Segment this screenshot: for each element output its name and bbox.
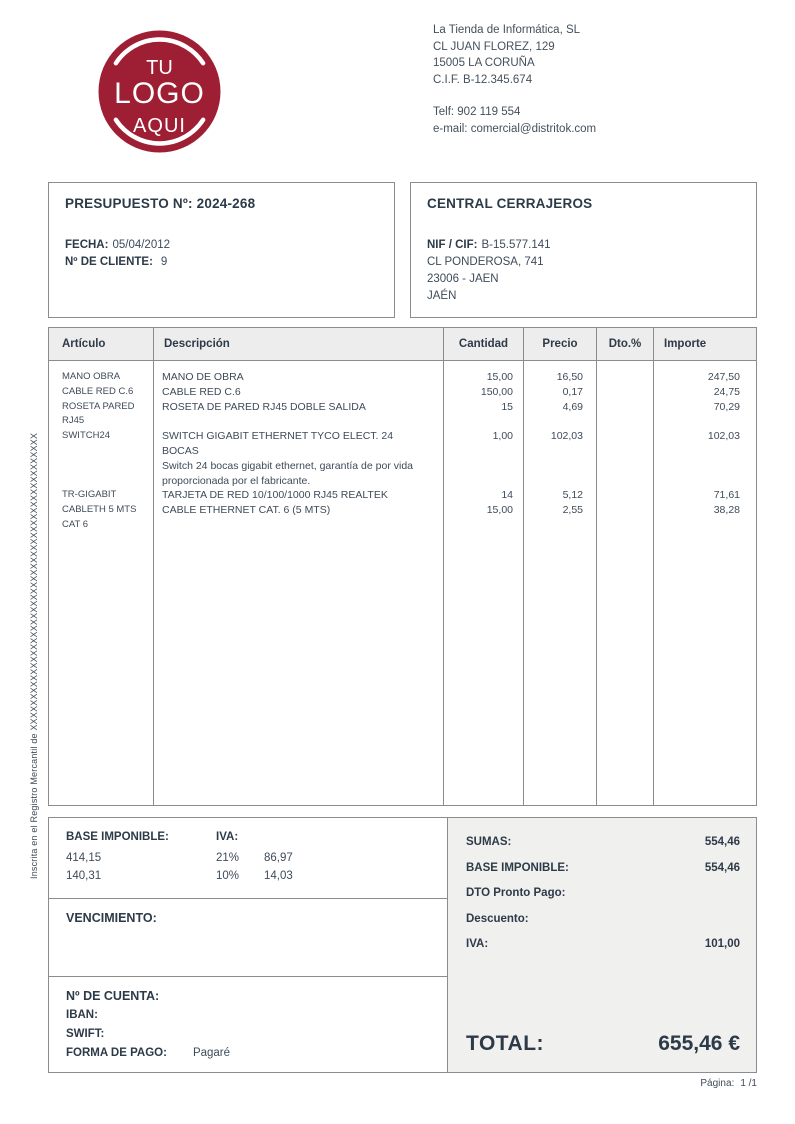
- table-row: [49, 361, 756, 385]
- item-price: 5,12: [524, 488, 597, 503]
- grand-total-label: TOTAL:: [466, 1032, 545, 1055]
- quote-date-row: [65, 237, 378, 254]
- item-discount: [597, 503, 654, 533]
- totals-rows: [466, 830, 740, 958]
- grand-total-row: [466, 1032, 740, 1058]
- item-description-note: Switch 24 bocas gigabit ethernet, garantía de por vida proporcionada por el fabricante.: [162, 459, 413, 487]
- page-number-value: 1 /1: [740, 1078, 757, 1089]
- item-article: SWITCH24: [49, 429, 154, 488]
- item-description-cell: [154, 361, 444, 385]
- items-table: [48, 327, 757, 806]
- iban-label: IBAN:: [66, 1009, 98, 1021]
- table-row: [49, 503, 756, 533]
- payment-method-row: [66, 1044, 430, 1063]
- registry-note: Inscrita en el Registro Mercantil de XXXXXXXXXXXXXXXXXXXXXXXXXXXXXXXXXXXXXXXXXXXXXXXX: [29, 432, 39, 879]
- table-row: [49, 400, 756, 430]
- table-row: [49, 385, 756, 400]
- items-table-header: [49, 328, 756, 361]
- item-description: ROSETA DE PARED RJ45 DOBLE SALIDA: [162, 400, 366, 413]
- item-article: MANO OBRA: [49, 361, 154, 385]
- item-quantity: 15,00: [444, 503, 524, 533]
- header-description: Descripción: [154, 328, 444, 360]
- item-quantity: 15: [444, 400, 524, 430]
- header-discount: Dto.%: [597, 328, 654, 360]
- quote-meta: [65, 237, 378, 271]
- client-box: [410, 182, 757, 318]
- tax-summary-box: [48, 817, 448, 899]
- item-amount: 24,75: [713, 385, 740, 398]
- company-name: La Tienda de Informática, SL: [433, 24, 581, 36]
- client-nif-label: NIF / CIF:: [427, 239, 478, 251]
- client-nif-value: B-15.577.141: [481, 239, 551, 251]
- totals-row-label: DTO Pronto Pago:: [466, 887, 566, 899]
- item-article: CABLE RED C.6: [49, 385, 154, 400]
- payment-method-label: FORMA DE PAGO:: [66, 1047, 167, 1059]
- header-amount: Importe: [664, 338, 707, 350]
- item-description-cell: [154, 400, 444, 430]
- item-quantity: 1,00: [444, 429, 524, 488]
- company-email: e-mail: comercial@distritok.com: [433, 122, 597, 135]
- account-box: [48, 976, 448, 1073]
- header-quantity: Cantidad: [444, 328, 524, 360]
- tax-rate-value: 10%: [216, 870, 240, 882]
- item-description-cell: [154, 503, 444, 533]
- client-meta: [427, 237, 740, 305]
- item-description-cell: [154, 385, 444, 400]
- base-imponible-label: BASE IMPONIBLE:: [66, 831, 169, 843]
- totals-row: [466, 932, 740, 958]
- item-quantity: 15,00: [444, 361, 524, 385]
- items-table-body: [49, 361, 756, 805]
- company-address-line2: 15005 LA CORUÑA: [433, 57, 535, 69]
- page-number-label: Página:: [700, 1078, 735, 1089]
- item-amount: 70,29: [713, 400, 740, 413]
- item-discount: [597, 361, 654, 385]
- company-cif: C.I.F. B-12.345.674: [433, 73, 533, 86]
- quote-date-label: FECHA:: [65, 239, 109, 251]
- tax-row: [66, 849, 430, 867]
- tax-base-value: 414,15: [66, 852, 102, 864]
- iva-label: IVA:: [216, 831, 239, 843]
- item-price: 0,17: [524, 385, 597, 400]
- tax-rows: [66, 849, 430, 885]
- table-row: [49, 488, 756, 503]
- totals-row: [466, 856, 740, 882]
- item-discount: [597, 429, 654, 488]
- due-date-box: [48, 898, 448, 977]
- tax-base-value: 140,31: [66, 870, 102, 882]
- swift-label: SWIFT:: [66, 1028, 105, 1040]
- client-address-line2: 23006 - JAEN: [427, 273, 499, 285]
- grand-total-value: 655,46 €: [658, 1032, 740, 1055]
- items-rows: [49, 361, 756, 533]
- quote-box: [48, 182, 395, 318]
- header-price: Precio: [524, 328, 597, 360]
- item-amount: 71,61: [713, 489, 740, 502]
- item-discount: [597, 385, 654, 400]
- company-address-line1: CL JUAN FLOREZ, 129: [433, 40, 555, 53]
- item-description: CABLE RED C.6: [162, 385, 241, 398]
- item-amount: 102,03: [707, 430, 740, 443]
- client-nif-row: [427, 237, 740, 254]
- iban-row: [66, 1006, 430, 1025]
- totals-row: [466, 881, 740, 907]
- totals-row-value: 554,46: [704, 836, 740, 848]
- totals-row-label: IVA:: [466, 938, 489, 950]
- company-info-block: [433, 22, 596, 137]
- company-phone: Telf: 902 119 554: [433, 106, 521, 118]
- tax-rate-value: 21%: [216, 852, 240, 864]
- header-article: Artículo: [49, 328, 154, 360]
- item-price: 2,55: [524, 503, 597, 533]
- logo-text-bottom: AQUI: [133, 115, 186, 137]
- item-quantity: 150,00: [444, 385, 524, 400]
- quote-client-value: 9: [160, 256, 168, 268]
- tax-row: [66, 867, 430, 885]
- item-article: CABLETH 5 MTS CAT 6: [49, 503, 154, 533]
- swift-row: [66, 1025, 430, 1044]
- item-description: TARJETA DE RED 10/100/1000 RJ45 REALTEK: [162, 489, 388, 502]
- due-date-label: VENCIMIENTO:: [66, 911, 157, 925]
- item-amount: 38,28: [713, 504, 740, 517]
- totals-row-value: 554,46: [704, 861, 740, 874]
- item-price: 4,69: [524, 400, 597, 430]
- totals-row: [466, 907, 740, 933]
- totals-row-value: 101,00: [704, 938, 740, 950]
- totals-row-label: BASE IMPONIBLE:: [466, 861, 569, 874]
- totals-row-label: Descuento:: [466, 912, 529, 925]
- client-name: CENTRAL CERRAJEROS: [427, 196, 593, 211]
- quote-client-row: [65, 254, 378, 271]
- account-number-label: Nº DE CUENTA:: [66, 989, 160, 1003]
- quote-title: PRESUPUESTO Nº: 2024-268: [65, 196, 256, 211]
- logo-text-top: TU: [146, 57, 173, 79]
- company-logo: [94, 26, 225, 157]
- item-description-cell: [154, 429, 444, 488]
- logo-text-middle: LOGO: [114, 77, 205, 110]
- tax-summary-header: [66, 828, 430, 846]
- client-address-line3: JAÉN: [427, 290, 457, 302]
- item-amount: 247,50: [707, 371, 740, 383]
- item-article: ROSETA PARED RJ45: [49, 400, 154, 430]
- quote-client-label: Nº DE CLIENTE:: [65, 256, 153, 268]
- item-description: MANO DE OBRA: [162, 371, 244, 383]
- tax-amount-value: 86,97: [264, 852, 293, 864]
- items-filler-row: [49, 533, 756, 805]
- item-discount: [597, 400, 654, 430]
- item-price: 16,50: [524, 361, 597, 385]
- totals-box: [447, 817, 757, 1073]
- item-description-cell: [154, 488, 444, 503]
- totals-row-label: SUMAS:: [466, 836, 512, 848]
- payment-method-value: Pagaré: [192, 1047, 231, 1059]
- item-description: CABLE ETHERNET CAT. 6 (5 MTS): [162, 504, 331, 517]
- totals-row: [466, 830, 740, 856]
- item-price: 102,03: [524, 429, 597, 488]
- page-footer: [700, 1078, 757, 1089]
- tax-amount-value: 14,03: [264, 870, 293, 882]
- quote-date-value: 05/04/2012: [112, 239, 171, 251]
- table-row: [49, 429, 756, 488]
- item-description: SWITCH GIGABIT ETHERNET TYCO ELECT. 24 BOCAS: [162, 430, 394, 457]
- item-quantity: 14: [444, 488, 524, 503]
- client-address-line1: CL PONDEROSA, 741: [427, 256, 544, 268]
- item-discount: [597, 488, 654, 503]
- item-article: TR-GIGABIT: [49, 488, 154, 503]
